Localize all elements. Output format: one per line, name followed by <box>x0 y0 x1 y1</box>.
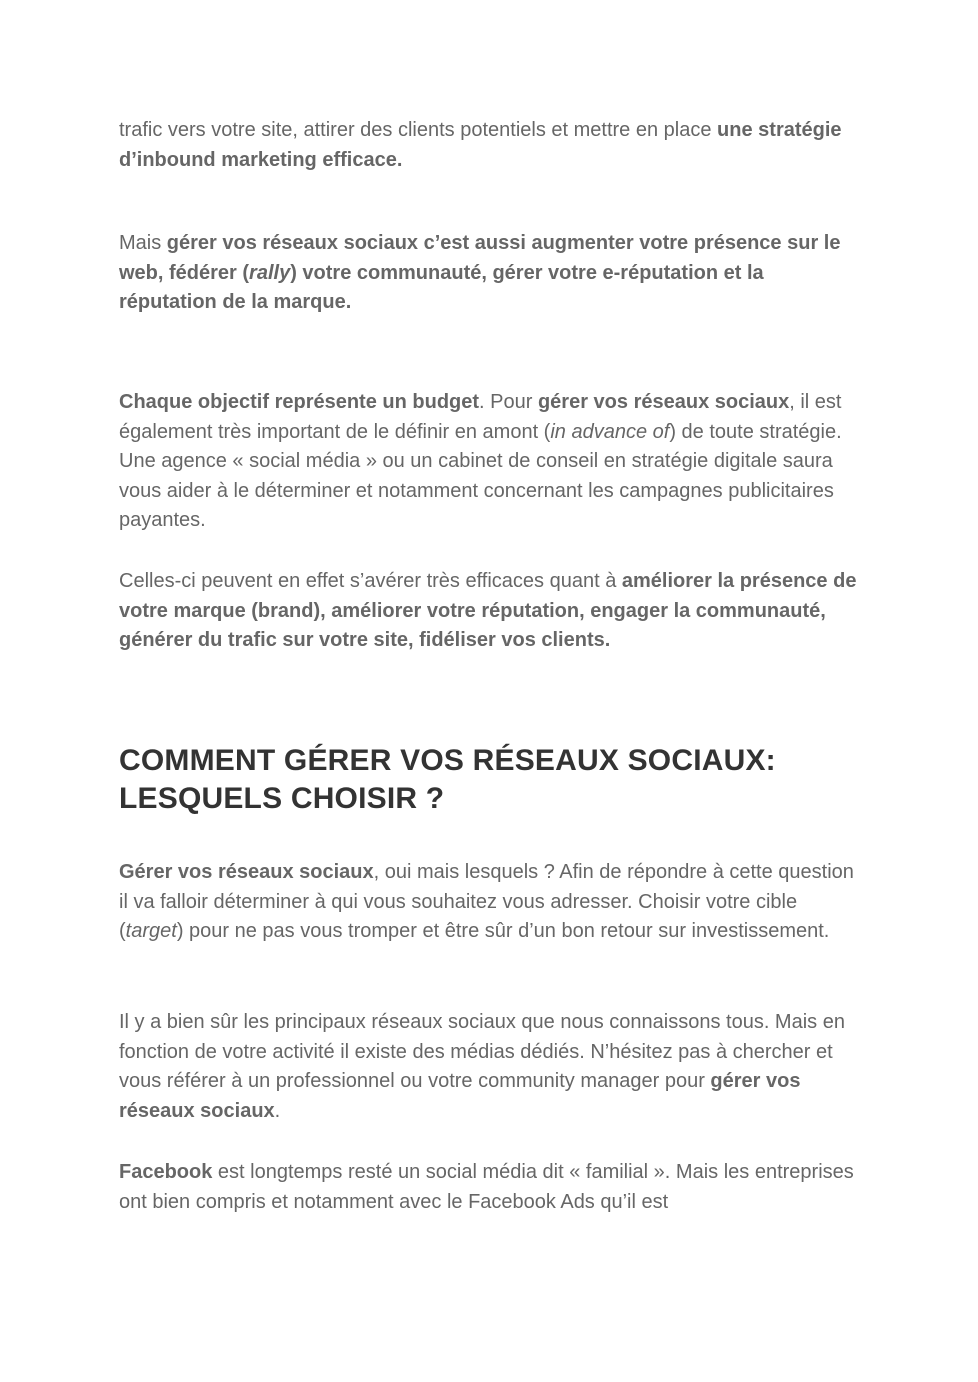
paragraph-main-networks: Il y a bien sûr les principaux réseaux sociaux que nous connaissons tous. Mais en fonction de votre activité il existe des médias dédiés. N’hésitez pas à chercher et vous référer à un professionnel ou votre community manager pour gérer vos réseaux sociaux. <box>119 1011 845 1122</box>
paragraph-presence: Mais gérer vos réseaux sociaux c’est aussi augmenter votre présence sur le web, fédérer (rally) votre communauté, gérer votre e-réputation et la réputation de la marque. <box>119 232 841 313</box>
section-heading: COMMENT GÉRER VOS RÉSEAUX SOCIAUX: LESQUELS CHOISIR ? <box>119 744 776 815</box>
paragraph-campaigns: Celles-ci peuvent en effet s’avérer très efficaces quant à améliorer la présence de votre marque (brand), améliorer votre réputation, engager la communauté, générer du trafic sur votre site, fidéliser vos clients. <box>119 570 857 651</box>
paragraph-facebook: Facebook est longtemps resté un social média dit « familial ». Mais les entreprises ont bien compris et notamment avec le Facebook Ads qu’il est <box>119 1161 854 1213</box>
paragraph-which-networks: Gérer vos réseaux sociaux, oui mais lesquels ? Afin de répondre à cette question il va falloir déterminer à qui vous souhaitez vous adresser. Choisir votre cible (target) pour ne pas vous tromper et être sûr d’un bon retour sur investissement. <box>119 861 854 942</box>
paragraph-budget: Chaque objectif représente un budget. Pour gérer vos réseaux sociaux, il est également très important de le définir en amont (in advance of) de toute stratégie. Une agence « social média » ou un cabinet de conseil en stratégie digitale saura vous aider à le déterminer et notamment concernant les campagnes publicitaires payantes. <box>119 391 842 531</box>
paragraph-inbound: trafic vers votre site, attirer des clients potentiels et mettre en place une stratégie d’inbound marketing efficace. <box>119 119 842 171</box>
